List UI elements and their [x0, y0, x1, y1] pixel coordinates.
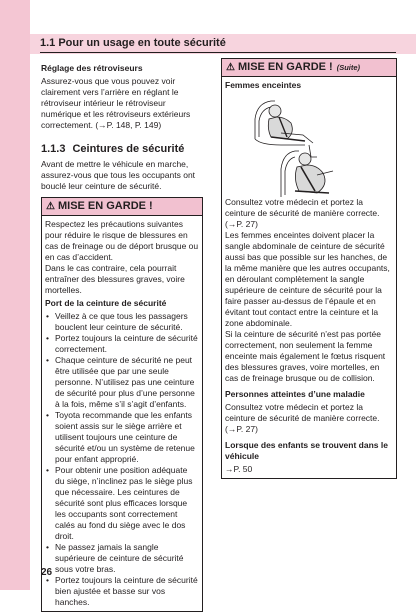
warning-triangle-icon: ⚠ [226, 62, 235, 73]
warning-title: MISE EN GARDE ! [237, 61, 333, 73]
right-column [221, 58, 397, 479]
seatbelt-subheading: Port de la ceinture de sécurité [45, 298, 167, 308]
list-item: • Toyota recommande que les enfants soient assis sur le siège arrière et utilisent toujours une ceinture de sécurité et/ou un système de retenue pour enfant approprié. [45, 410, 199, 465]
pregnant-woman-illustration [225, 93, 393, 197]
illness-heading: Personnes atteintes d’une maladie [225, 389, 365, 399]
warning-bullet-list [45, 311, 199, 608]
warning-header [42, 198, 202, 216]
warning-continued-label: (Suite) [336, 63, 361, 72]
section-title: Ceintures de sécurité [72, 143, 185, 155]
warning-body [42, 216, 202, 611]
section-heading [41, 143, 203, 155]
children-text: →P. 50 [225, 464, 253, 474]
warning-box-continued [221, 58, 397, 479]
mirrors-heading: Réglage des rétroviseurs [41, 63, 143, 73]
warning-title: MISE EN GARDE ! [57, 200, 153, 212]
illness-text: Consultez votre médecin et portez la ceinture de sécurité de manière correcte. (→P. 27) [225, 402, 380, 434]
seated-passenger-illustration [225, 93, 395, 197]
warning-header [222, 59, 396, 77]
list-item: • Ne passez jamais la sangle supérieure de ceinture de sécurité sous votre bras. [45, 542, 199, 575]
list-item: • Veillez à ce que tous les passagers bouclent leur ceinture de sécurité. [45, 311, 199, 333]
warning-box [41, 197, 203, 612]
list-item: • Chaque ceinture de sécurité ne peut être utilisée que par une seule personne. N’utilisez pas une ceinture de sécurité pour plus d’une personne à la fois, même s’il s’agit d’enfants. [45, 355, 199, 410]
list-item: • Portez toujours la ceinture de sécurité bien ajustée et basse sur vos hanches. [45, 575, 199, 608]
pregnant-paragraph: Les femmes enceintes doivent placer la sangle abdominale de ceinture de sécurité aussi bas que possible sur les hanches, de la même manière que les autres occupants, en déroulant complètement la sangle supérieure de ceinture de sécurité pour la faire passer au-dessus de l’épaule et en évitant tout contact entre la ceinture et la zone abdominale. [225, 230, 390, 328]
warning-body [222, 77, 396, 478]
pregnant-paragraph: Consultez votre médecin et portez la ceinture de sécurité de manière correcte. (→P. 27) [225, 197, 380, 229]
warning-paragraph: Respectez les précautions suivantes pour réduire le risque de blessures en cas de freinage ou de déport brusque ou en cas d’accident. [45, 219, 199, 262]
page-side-tab [0, 0, 30, 590]
warning-paragraph: Dans le cas contraire, cela pourrait entraîner des blessures graves, voire mortelles. [45, 263, 185, 295]
left-column [41, 58, 203, 612]
warning-triangle-icon: ⚠ [46, 201, 55, 212]
page-number: 26 [41, 567, 53, 578]
mirrors-text: Assurez-vous que vous pouvez voir clairement vers l’arrière en réglant le rétroviseur intérieur le rétroviseur numérique et les rétroviseurs extérieurs correctement. (→P. 148, P. 149) [41, 76, 191, 130]
pregnant-heading: Femmes enceintes [225, 80, 302, 90]
list-item: • Portez toujours la ceinture de sécurité correctement. [45, 333, 199, 355]
section-number: 1.1.3 [41, 143, 66, 155]
header-rule [40, 52, 396, 53]
children-heading: Lorsque des enfants se trouvent dans le véhicule [225, 440, 388, 461]
chapter-header-title: 1.1 Pour un usage en toute sécurité [40, 37, 226, 49]
pregnant-paragraph: Si la ceinture de sécurité n’est pas portée correctement, non seulement la femme enceinte mais également le fœtus risquent des blessures graves, voire mortelles, en cas de freinage brusque ou de collision. [225, 329, 386, 383]
list-item: • Pour obtenir une position adéquate du siège, n’inclinez pas le siège plus que nécessaire. Les ceintures de sécurité sont plus efficaces lorsque les occupants sont correctement calés au fond du siège avec le dos droit. [45, 465, 199, 542]
section-intro: Avant de mettre le véhicule en marche, assurez-vous que tous les occupants ont bouclé leur ceinture de sécurité. [41, 159, 196, 191]
